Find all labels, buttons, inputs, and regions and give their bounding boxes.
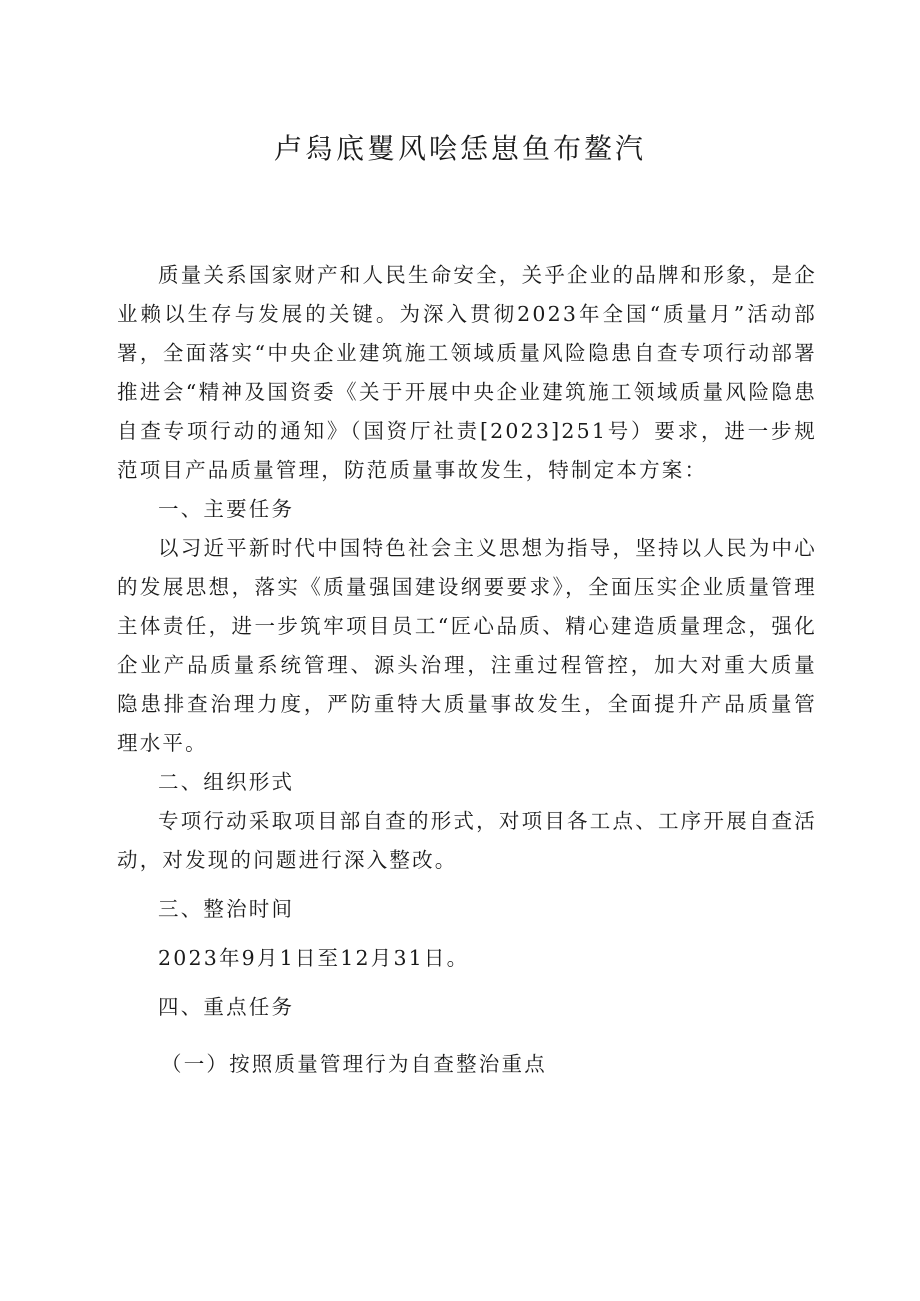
section-heading-organization: 二、组织形式 bbox=[158, 770, 295, 794]
intro-paragraph: 质量关系国家财产和人民生命安全，关乎企业的品牌和形象，是企业赖以生存与发展的关键。为深入贯彻2023年全国“质量月”活动部署，全面落实“中央企业建筑施工领域质量风险隐患自查专项行动部署推进会“精神及国资委《关于开展中央企业建筑施工领域质量风险隐患自查专项行动的通知》（国资厅社责[2023]251号）要求，进一步规范项目产品质量管理，防范质量事故发生，特制定本方案： bbox=[117, 263, 817, 482]
section-heading-main-tasks: 一、主要任务 bbox=[158, 497, 295, 521]
schedule-paragraph: 2023年9月1日至12月31日。 bbox=[158, 946, 470, 970]
subsection-heading-management-behavior: （一）按照质量管理行为自查整治重点 bbox=[161, 1052, 547, 1076]
spacer bbox=[117, 978, 817, 988]
document-title: 卢舄底矍风哙恁崽鱼布鳌汽 bbox=[273, 131, 646, 165]
section-heading-schedule: 三、整治时间 bbox=[158, 897, 295, 921]
organization-paragraph: 专项行动采取项目部自查的形式，对项目各工点、工序开展自查活动，对发现的问题进行深入整改。 bbox=[117, 809, 817, 872]
document-body bbox=[117, 256, 817, 1084]
spacer bbox=[117, 929, 817, 939]
spacer bbox=[117, 1027, 817, 1045]
spacer bbox=[117, 880, 817, 890]
main-tasks-paragraph: 以习近平新时代中国特色社会主义思想为指导，坚持以人民为中心的发展思想，落实《质量强国建设纲要要求》，全面压实企业质量管理主体责任，进一步筑牢项目员工“匠心品质、精心建造质量理念，强化企业产品质量系统管理、源头治理，注重过程管控，加大对重大质量隐患排查治理力度，严防重特大质量事故发生，全面提升产品质量管理水平。 bbox=[117, 536, 817, 755]
section-heading-key-tasks: 四、重点任务 bbox=[158, 995, 295, 1019]
